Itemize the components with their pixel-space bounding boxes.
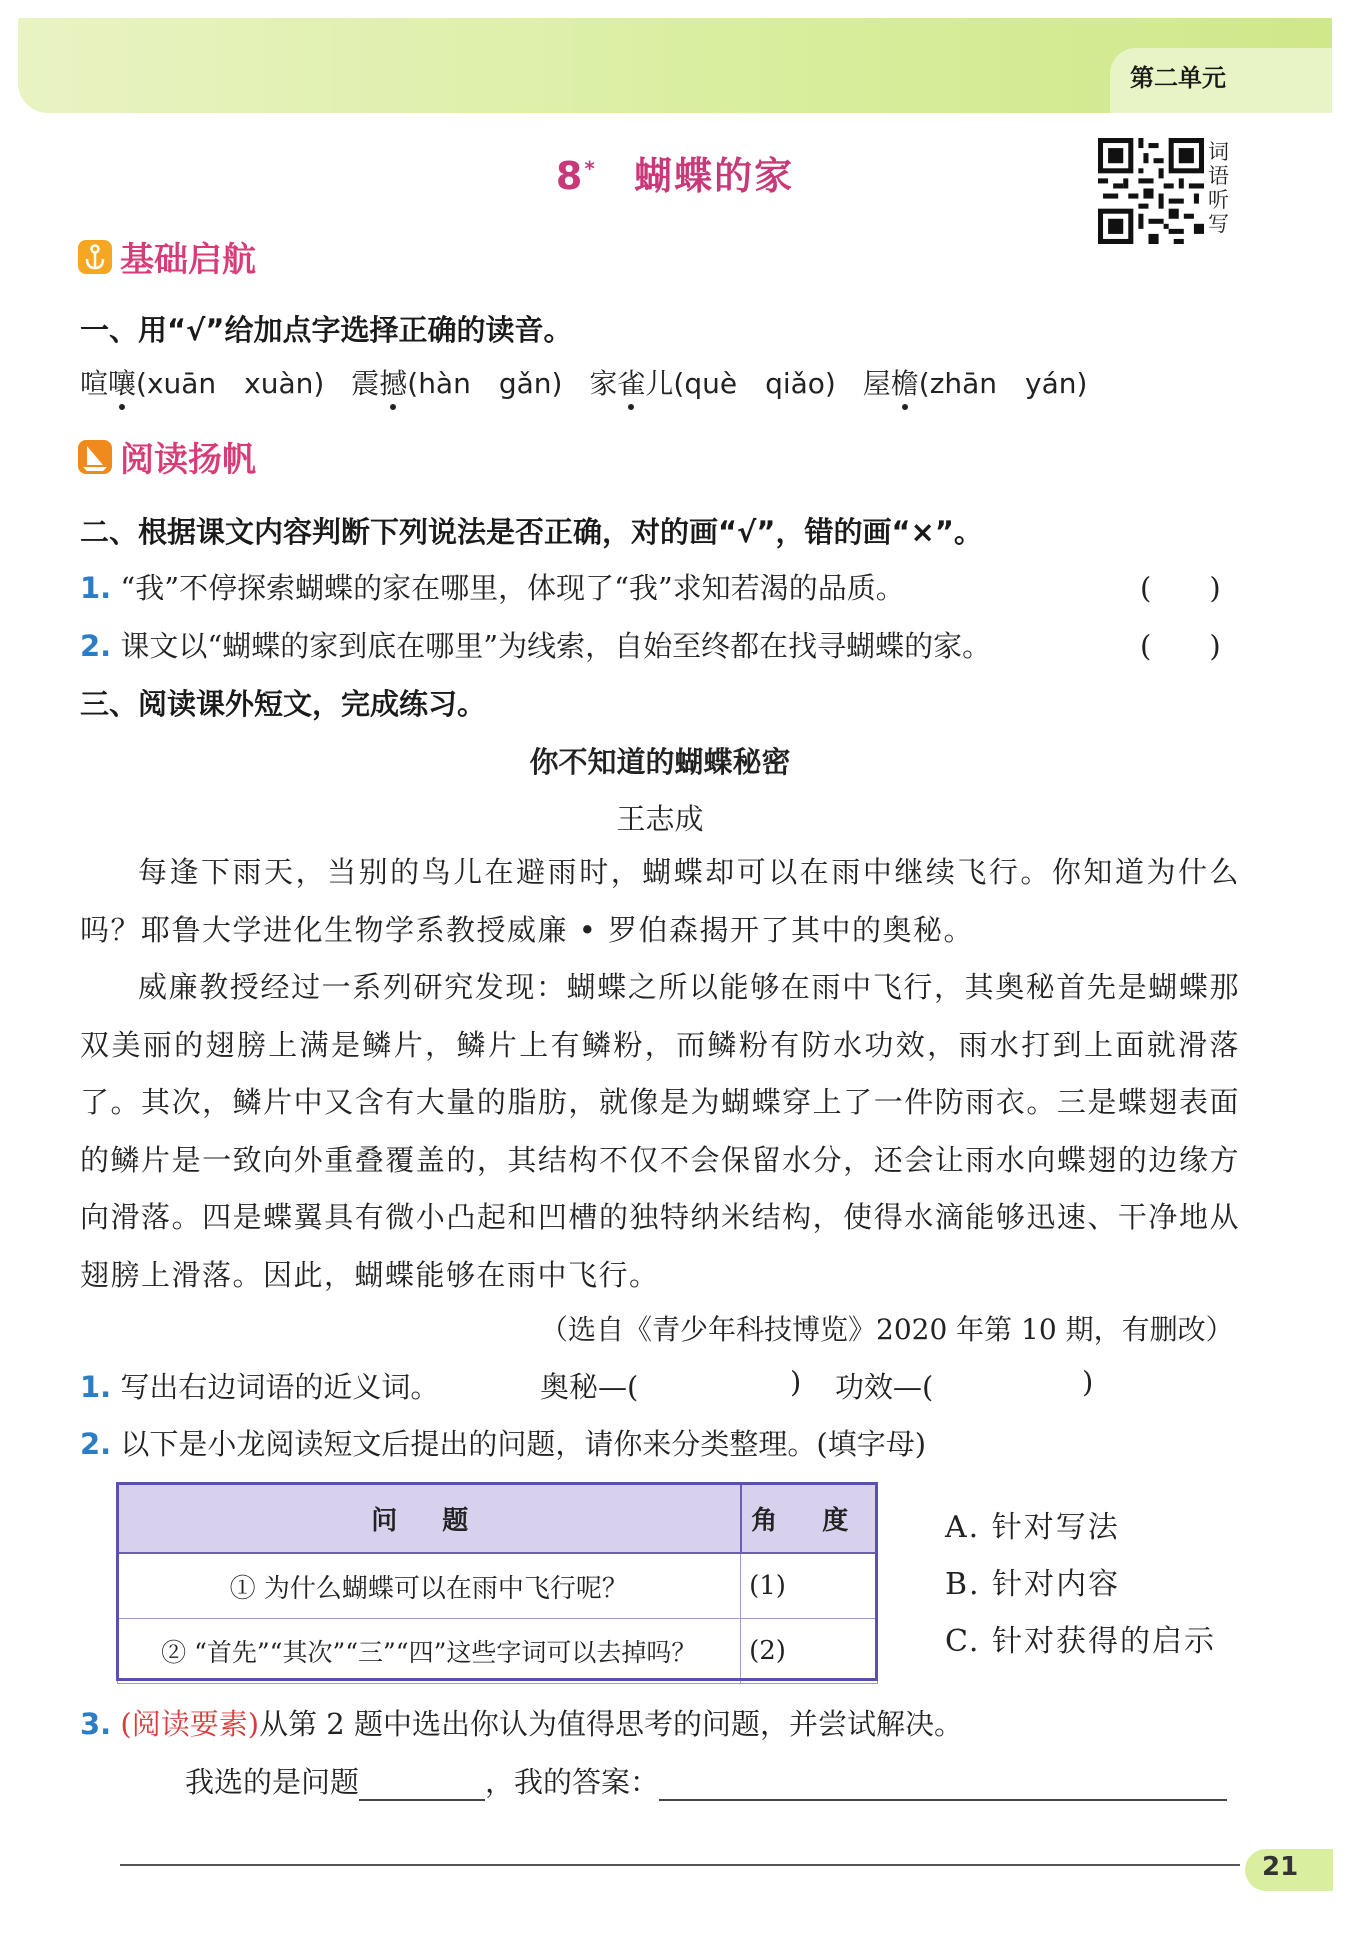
option-a: A. 针对写法 [945, 1510, 1120, 1545]
sail-icon [78, 440, 112, 474]
paragraph: 每逢下雨天，当别的鸟儿在避雨时，蝴蝶却可以在雨中继续飞行。你知道为什么吗？耶鲁大学进化生物学系教授威廉 • 罗伯森揭开了其中的奥秘。 [80, 855, 1240, 947]
article-body [80, 844, 1240, 1304]
ex3: 3. (阅读要素)从第 2 题中选出你认为值得思考的问题，并尝试解决。 [80, 1707, 963, 1741]
question-table [116, 1482, 878, 1684]
pinyin-item[interactable]: 屋檐(zhān yán) [862, 367, 1088, 400]
table-cell-question: ① 为什么蝴蝶可以在雨中飞行呢？ [117, 1553, 741, 1619]
ex3-tag: (阅读要素) [120, 1707, 260, 1741]
q2-title: 二、根据课文内容判断下列说法是否正确，对的画“√”，错的画“×”。 [80, 515, 983, 549]
q1-title: 一、用“√”给加点字选择正确的读音。 [80, 313, 573, 347]
unit-label: 第二单元 [1130, 64, 1226, 92]
table-cell-angle[interactable]: (2) [741, 1619, 877, 1684]
article-source: （选自《青少年科技博览》2020 年第 10 期，有删改） [540, 1313, 1234, 1346]
table-cell-question: ② “首先”“其次”“三”“四”这些字词可以去掉吗？ [117, 1619, 741, 1684]
q2-item-2: 2. 课文以“蝴蝶的家到底在哪里”为线索，自始至终都在找寻蝴蝶的家。 [80, 629, 992, 663]
pinyin-item[interactable]: 喧嚷(xuān xuàn) [80, 367, 325, 400]
lesson-mark: * [584, 156, 597, 181]
ex1-blank-1-end[interactable]: ) [790, 1365, 802, 1399]
pinyin-item[interactable]: 家雀儿(què qiǎo) [589, 367, 836, 400]
qr-code-icon[interactable] [1098, 138, 1204, 244]
q3-title: 三、阅读课外短文，完成练习。 [80, 687, 487, 721]
option-c: C. 针对获得的启示 [945, 1624, 1216, 1659]
option-b: B. 针对内容 [945, 1567, 1121, 1602]
table-row [117, 1619, 877, 1684]
section-heading-basic-text: 基础启航 [120, 240, 256, 280]
table-header-angle: 角 度 [741, 1483, 877, 1553]
q2-item-1: 1. “我”不停探索蝴蝶的家在哪里，体现了“我”求知若渴的品质。 [80, 571, 905, 605]
table-header-question: 问 题 [117, 1483, 741, 1553]
table-cell-angle[interactable]: (1) [741, 1553, 877, 1619]
page-number: 21 [1262, 1852, 1299, 1882]
pinyin-item[interactable]: 震撼(hàn gǎn) [351, 367, 563, 400]
qr-label: 词语听写 [1208, 140, 1229, 236]
ex1: 1. 写出右边词语的近义词。 [80, 1370, 440, 1404]
pinyin-row [80, 362, 1087, 402]
ex1-word-1: 奥秘—( [540, 1370, 639, 1404]
answer-blank-question[interactable] [359, 1771, 485, 1801]
section-heading-reading-text: 阅读扬帆 [120, 440, 256, 480]
lesson-number: 8 [555, 154, 585, 198]
lesson-name: 蝴蝶的家 [634, 154, 795, 198]
article-author: 王志成 [616, 802, 704, 836]
article-title: 你不知道的蝴蝶秘密 [529, 745, 791, 779]
ex1-blank-2-end[interactable]: ) [1082, 1365, 1094, 1399]
ex3-answer-line: 我选的是问题 ，我的答案： [185, 1760, 1227, 1801]
anchor-icon [78, 240, 112, 274]
paragraph: 威廉教授经过一系列研究发现：蝴蝶之所以能够在雨中飞行，其奥秘首先是蝴蝶那双美丽的翅膀上满是鳞片，鳞片上有鳞粉，而鳞粉有防水功效，雨水打到上面就滑落了。其次，鳞片中又含有大量的脂肪，就像是为蝴蝶穿上了一件防雨衣。三是蝶翅表面的鳞片是一致向外重叠覆盖的，其结构不仅不会保留水分，还会让雨水向蝶翅的边缘方向滑落。四是蝶翼具有微小凸起和凹槽的独特纳米结构，使得水滴能够迅速、干净地从翅膀上滑落。因此，蝴蝶能够在雨中飞行。 [80, 970, 1240, 1292]
ex1-word-2: 功效—( [835, 1370, 934, 1404]
ex2: 2. 以下是小龙阅读短文后提出的问题，请你来分类整理。(填字母) [80, 1427, 927, 1461]
q2-answer-2[interactable]: ( ) [1140, 629, 1221, 663]
table-row [117, 1553, 877, 1619]
section-heading-reading [78, 432, 256, 481]
section-heading-basic [78, 232, 256, 281]
q2-answer-1[interactable]: ( ) [1140, 571, 1221, 605]
answer-rule[interactable] [120, 1864, 1240, 1866]
answer-blank-answer[interactable] [659, 1771, 1227, 1801]
